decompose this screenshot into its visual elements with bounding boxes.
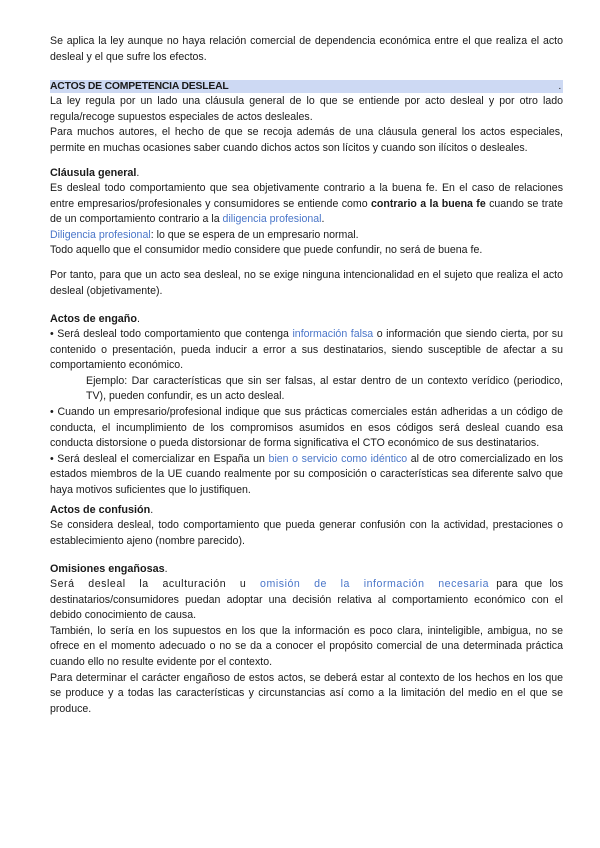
clausula-p3: Todo aquello que el consumidor medio considere que puede confundir, no será de buena fe.	[50, 244, 483, 257]
confusion-heading-text: Actos de confusión	[50, 504, 151, 516]
engano-bullet-1	[50, 327, 563, 374]
intro-paragraph	[50, 34, 563, 65]
omisiones-p1	[50, 577, 563, 624]
omisiones-body	[50, 577, 563, 717]
omisiones-p1-text-a: Será desleal la aculturación u	[50, 578, 261, 590]
omisiones-heading-text: Omisiones engañosas	[50, 563, 165, 575]
informacion-falsa-link[interactable]: información falsa	[292, 328, 374, 340]
section-title: ACTOS DE COMPETENCIA DESLEAL	[50, 81, 229, 92]
omision-informacion-link[interactable]: omisión de la información necesaria	[260, 578, 490, 590]
confusion-body	[50, 518, 563, 549]
engano-heading	[50, 312, 563, 328]
clausula-p1	[50, 181, 563, 228]
engano-bullet-2: • Cuando un empresario/profesional indique que sus prácticas comerciales están adheridas a un código de conducta, el incumplimiento de los compromisos asumidos en esos códigos será desleal cuando esa conducta distorsione o pueda distorsionar de forma significativa el CTO económico de sus destinatarios.	[50, 405, 563, 450]
omisiones-heading-punct: .	[164, 563, 168, 575]
section-intro-p1: La ley regula por un lado una cláusula general de lo que se entiende por acto desleal y por otro lado regula/recoge supuestos especiales de actos desleales.	[50, 95, 563, 123]
section-heading-dot: .	[558, 81, 561, 92]
bien-servicio-identico-link[interactable]: bien o servicio como idéntico	[268, 452, 408, 465]
section-heading	[50, 80, 563, 93]
omisiones-p3: Para determinar el carácter engañoso de estos actos, se deberá estar al contexto de los hechos en los que se produce y a todas las características y circunstancias así como a la limitación del medio en el que se produce.	[50, 671, 563, 715]
confusion-heading-punct: .	[150, 504, 154, 516]
engano-heading-text: Actos de engaño	[50, 313, 137, 325]
engano-b3-text-a: • Será desleal el comercializar en España un	[50, 452, 269, 465]
diligencia-profesional-link[interactable]: diligencia profesional	[222, 213, 322, 226]
section-intro	[50, 94, 563, 156]
engano-b3-text-b: al de otro comercializado en los estados miembros de la UE cuando realmente por su composición o características sea diferente salvo que haya motivos suficientes que lo justifiquen.	[50, 452, 563, 496]
clausula-p1-text-c: .	[321, 213, 325, 226]
omisiones-heading	[50, 562, 563, 578]
engano-bullet-3	[50, 452, 563, 499]
omisiones-p2: También, lo sería en los supuestos en los que la información es poco clara, ininteligible, ambigua, no se ofrece en el momento adecuado o no se da a conocer el propósito comercial de una determinada práctica cuando ello no resulte evidente por el contexto.	[50, 624, 563, 668]
intro-text: Se aplica la ley aunque no haya relación comercial de dependencia económica entre el que realiza el acto desleal y el que sufre los efectos.	[50, 35, 563, 63]
section-heading-highlight	[50, 80, 563, 93]
engano-body	[50, 327, 563, 499]
engano-b1-text-a: • Será desleal todo comportamiento que contenga	[50, 328, 293, 340]
clausula-heading	[50, 166, 563, 182]
confusion-heading	[50, 503, 563, 519]
clausula-p4: Por tanto, para que un acto sea desleal, no se exige ninguna intencionalidad en el sujeto que realiza el acto desleal (objetivamente).	[50, 269, 563, 297]
clausula-heading-punct: .	[136, 167, 140, 179]
clausula-p1-bold: contrario a la buena fe	[370, 197, 486, 210]
diligencia-profesional-term-link[interactable]: Diligencia profesional	[50, 228, 151, 241]
clausula-p2	[50, 228, 563, 244]
omisiones-p1-text-b: para que los destinatarios/consumidores puedan adoptar una decisión relativa al comportamiento económico con el debido conocimiento de causa.	[50, 578, 563, 622]
clausula-body	[50, 181, 563, 259]
section-intro-p2: Para muchos autores, el hecho de que se recoja además de una cláusula general los actos especiales, permite en muchas ocasiones saber cuando dichos actos son lícitos y cuando son ilícitos o desleales.	[50, 126, 563, 154]
confusion-text: Se considera desleal, todo comportamiento que pueda generar confusión con la actividad, prestaciones o establecimiento ajeno (nombre parecido).	[50, 519, 563, 547]
clausula-p1-text-a: Es desleal todo comportamiento que sea objetivamente contrario a la buena fe. En el caso de relaciones entre empresarios/profesionales y consumidores se entiende como	[50, 182, 563, 210]
engano-heading-punct: .	[137, 313, 140, 325]
clausula-p4-block	[50, 268, 563, 299]
clausula-p2-rest: : lo que se espera de un empresario normal.	[150, 228, 359, 241]
clausula-p1-text-b: cuando se trate de un comportamiento contrario a la	[50, 197, 563, 226]
clausula-heading-text: Cláusula general	[50, 167, 137, 179]
engano-example: Ejemplo: Dar características que sin ser falsas, al estar dentro de un contexto verídico (periodico, TV), pueden confundir, es un acto desleal.	[86, 374, 563, 403]
engano-b1-text-b: o información que siendo cierta, por su contenido o presentación, pueda inducir a error a sus destinatarios, siendo susceptible de afectar a su comportamiento económico.	[50, 328, 563, 372]
